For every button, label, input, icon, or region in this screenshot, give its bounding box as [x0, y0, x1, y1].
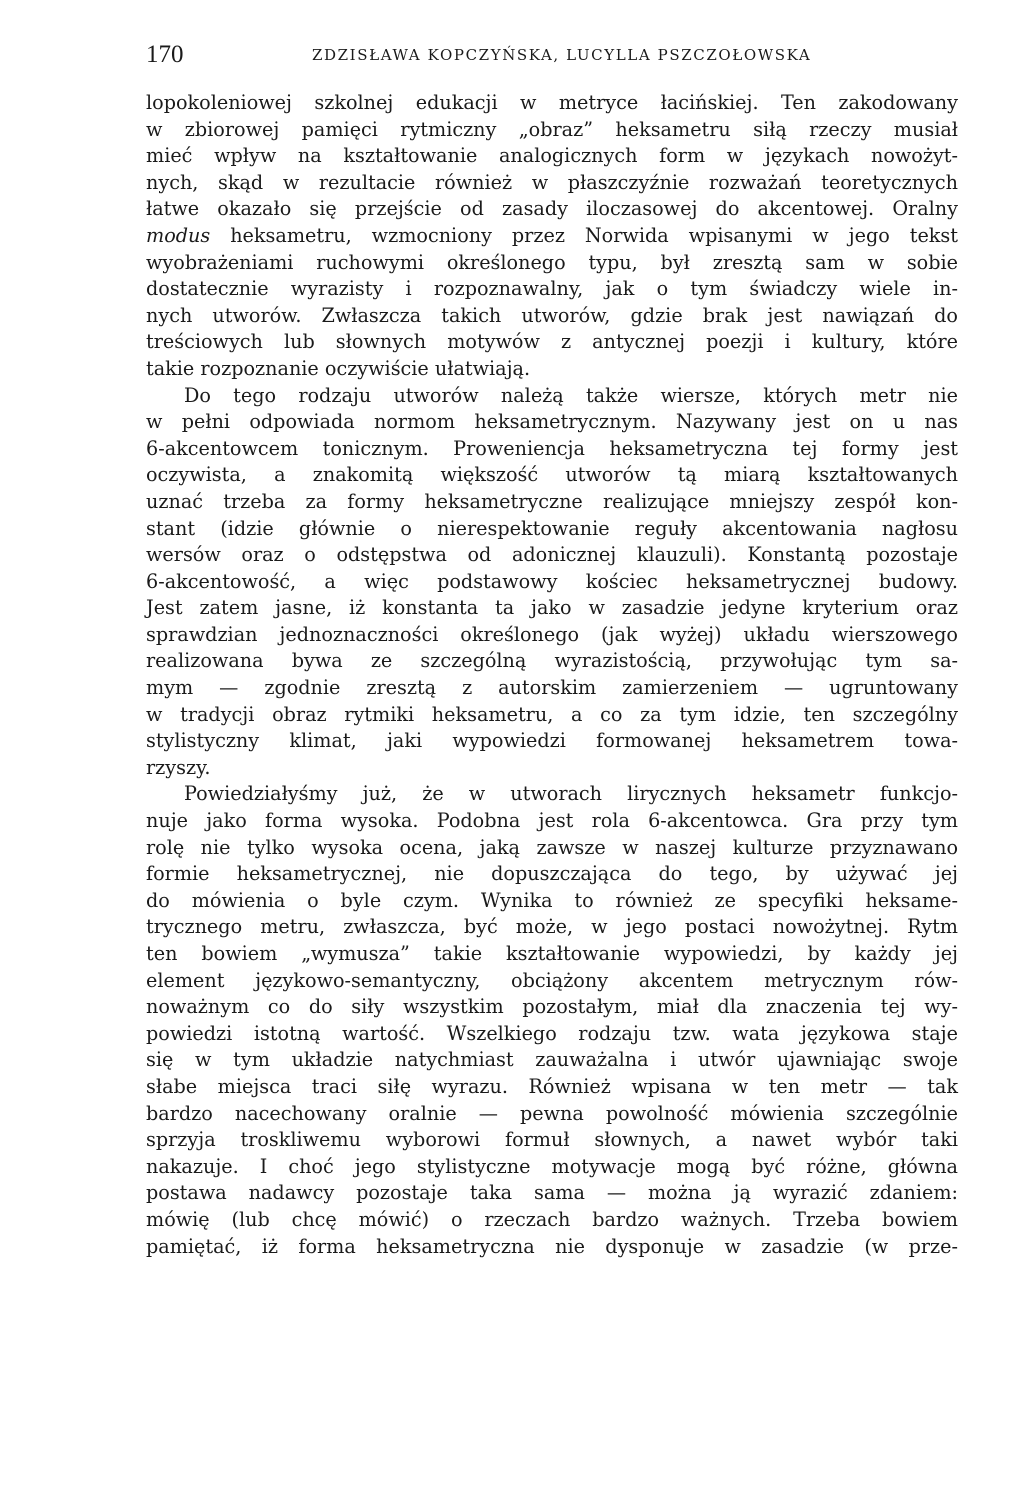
text-line: bardzo nacechowany oralnie — pewna powolność mówienia szczególnie [146, 1101, 958, 1125]
text-line: w pełni odpowiada normom heksametrycznym. Nazywany jest on u nas [146, 410, 958, 434]
text-line: 6-akcentowcem tonicznym. Proweniencja heksametryczna tej formy jest [146, 436, 958, 460]
text-line: wyobrażeniami ruchowymi określonego typu, był zresztą sam w sobie [146, 250, 958, 274]
emphasis: modus [146, 223, 211, 247]
text-line: mieć wpływ na kształtowanie analogicznych form w językach nowożyt- [146, 144, 958, 168]
text-line: rolę nie tylko wysoka ocena, jaką zawsze w naszej kulturze przyznawano [146, 835, 958, 859]
text-line: pamiętać, iż forma heksametryczna nie dysponuje w zasadzie (w prze- [146, 1234, 958, 1258]
text-line: postawa nadawcy pozostaje taka sama — można ją wyrazić zdaniem: [146, 1181, 958, 1205]
text-line: sprzyja troskliwemu wyborowi formuł słownych, a nawet wybór taki [146, 1128, 958, 1152]
text-line: trycznego metru, zwłaszcza, być może, w jego postaci nowożytnej. Rytm [146, 915, 958, 939]
text-line: nakazuje. I choć jego stylistyczne motywacje mogą być różne, główna [146, 1154, 958, 1178]
text-line: powiedzi istotną wartość. Wszelkiego rodzaju tzw. wata językowa staje [146, 1021, 958, 1045]
text-line: uznać trzeba za formy heksametryczne realizujące mniejszy zespół kon- [146, 489, 958, 513]
text-line: Powiedziałyśmy już, że w utworach lirycznych heksametr funkcjo- [184, 782, 958, 806]
text-line: rzyszy. [146, 755, 211, 779]
text-line: noważnym co do siły wszystkim pozostałym, miał dla znaczenia tej wy- [146, 995, 958, 1019]
text-line: łatwe okazało się przejście od zasady iloczasowej do akcentowej. Oralny [146, 197, 958, 221]
text-line: nuje jako forma wysoka. Podobna jest rola 6-akcentowca. Gra przy tym [146, 809, 958, 833]
page-number: 170 [146, 41, 184, 68]
text-line: dostatecznie wyrazisty i rozpoznawalny, jak o tym świadczy wiele in- [146, 277, 958, 301]
text-line: 6-akcentowość, a więc podstawowy kościec heksametrycznej budowy. [146, 569, 958, 593]
text-line: mówię (lub chcę mówić) o rzeczach bardzo ważnych. Trzeba bowiem [146, 1207, 958, 1231]
text-line: formie heksametrycznej, nie dopuszczająca do tego, by używać jej [146, 862, 958, 886]
text-line: w tradycji obraz rytmiki heksametru, a co za tym idzie, ten szczególny [146, 702, 958, 726]
text-line: nych utworów. Zwłaszcza takich utworów, gdzie brak jest nawiązań do [146, 303, 958, 327]
text-line: mym — zgodnie zresztą z autorskim zamierzeniem — ugruntowany [146, 676, 958, 700]
text-line: stylistyczny klimat, jaki wypowiedzi formowanej heksametrem towa- [146, 729, 958, 753]
text-line: słabe miejsca traci siłę wyrazu. Również wpisana w ten metr — tak [146, 1074, 958, 1098]
text-line: oczywista, a znakomitą większość utworów tą miarą kształtowanych [146, 463, 958, 487]
text-line: wersów oraz o odstępstwa od adonicznej klauzuli). Konstantą pozostaje [146, 543, 958, 567]
body-text [146, 90, 958, 1260]
text-line: element językowo-semantyczny, obciążony akcentem metrycznym rów- [146, 968, 958, 992]
text-line: realizowana bywa ze szczególną wyrazistością, przywołując tym sa- [146, 649, 958, 673]
text-line: Do tego rodzaju utworów należą także wiersze, których metr nie [184, 383, 958, 407]
text-line: takie rozpoznanie oczywiście ułatwiają. [146, 356, 531, 380]
text-line: ten bowiem „wymusza” takie kształtowanie wypowiedzi, by każdy jej [146, 942, 958, 965]
text-line: się w tym układzie natychmiast zauważalna i utwór ujawniając swoje [146, 1048, 958, 1072]
text-line: sprawdzian jednoznaczności określonego (jak wyżej) układu wierszowego [146, 622, 958, 646]
text-line: Jest zatem jasne, iż konstanta ta jako w zasadzie jedyne kryterium oraz [146, 596, 958, 620]
running-head: ZDZISŁAWA KOPCZYŃSKA, LUCYLLA PSZCZOŁOWSKA [312, 46, 812, 64]
text-line: do mówienia o byle czym. Wynika to również ze specyfiki heksame- [146, 888, 958, 912]
page-header [146, 40, 958, 70]
text-line: w zbiorowej pamięci rytmiczny „obraz” heksametru siłą rzeczy musiał [146, 117, 958, 141]
text-line: treściowych lub słownych motywów z antycznej poezji i kultury, które [146, 330, 958, 354]
text-line: nych, skąd w rezultacie również w płaszczyźnie rozważań teoretycznych [146, 170, 958, 194]
text-line: stant (idzie głównie o nierespektowanie reguły akcentowania nagłosu [146, 516, 958, 540]
text-line: lopokoleniowej szkolnej edukacji w metryce łacińskiej. Ten zakodowany [146, 91, 958, 114]
text-line: modus heksametru, wzmocniony przez Norwida wpisanymi w jego tekst [146, 223, 958, 247]
